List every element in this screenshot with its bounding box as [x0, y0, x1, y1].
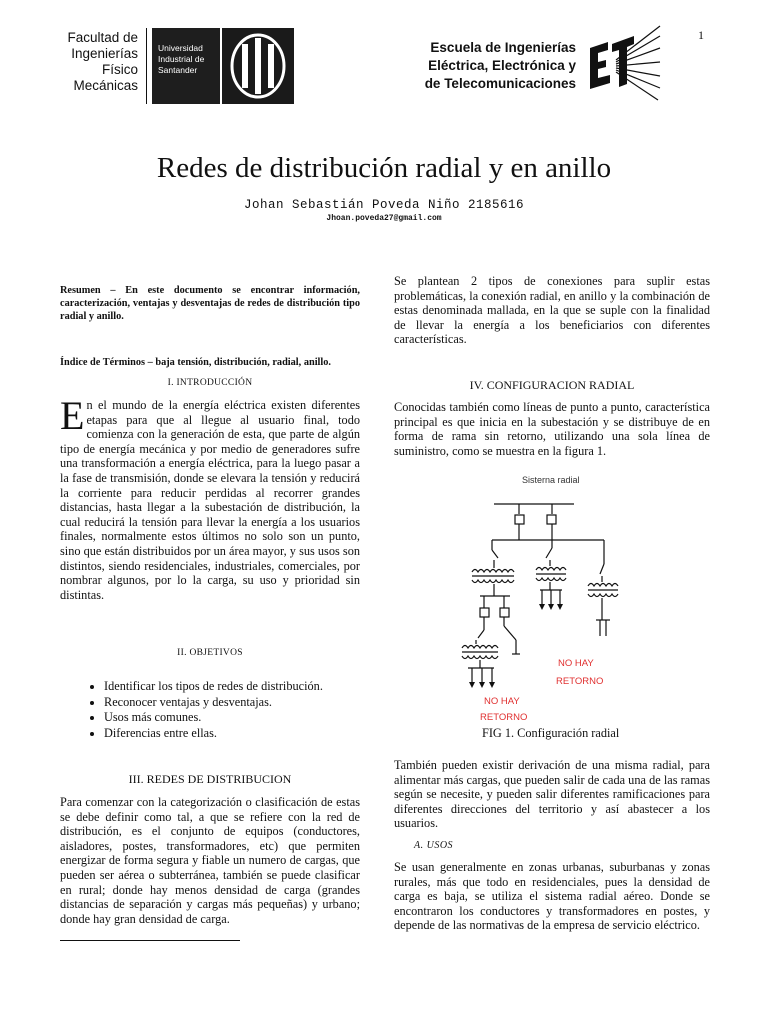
section-heading-text: II. OBJETIVOS — [177, 648, 243, 658]
list-item: • Diferencias entre ellas. — [104, 726, 360, 742]
introduction-text: n el mundo de la energía eléctrica existen diferentes etapas para que al llegue al usuario final, todo comienza con la generación de esta, que parte de algún tipo de energía mecánica y por medio de generadores sufre una transformación a energía eléctrica, para la luego pasar a la fase de transmisión, donde se elevara la tensión y reducirá la corriente para reducir perdidas al recorrer grandes distancias, hasta llegar a la subestación de distribución, la cual reducirá la tensión para llevar la energía a los usuarios finales, normalmente estos últimos no solo son un punto, sino que están distribuidos por un área mayor, y sus usos son distintos, siendo residenciales, industriales, comerciales, por nombrar algunos, por lo la carga, su uso y prioridad sin distintas. — [60, 398, 360, 602]
connection-types-text: Se plantean 2 tipos de conexiones para suplir estas problemáticas, la conexión radial, en anillo y la combinación de estas denominada mallada, en la que se suple con la finalidad de llevar la energía a los beneficiarios con diferentes características. — [394, 274, 710, 347]
section-heading-text: I. INTRODUCCIÓN — [167, 378, 253, 388]
faculty-line: Físico — [101, 62, 138, 77]
school-line: Escuela de Ingenierías — [430, 40, 576, 55]
school-name — [396, 39, 576, 93]
faculty-line: Facultad de — [67, 30, 138, 45]
radial-text: Conocidas también como líneas de punto a punto, característica principal es que inicia en la subestación y se distribuye de en forma de rama sin retorno, utilizando una sola línea de suministro, como se muestra en la figura 1. — [394, 400, 710, 458]
list-item: • Reconocer ventajas y desventajas. — [104, 695, 360, 711]
abstract: Resumen – En este documento se encontrar información, caracterización, ventajas y desventajas de redes de distribución tipo radial y anillo. — [60, 285, 360, 323]
section-heading-distribution: III. REDES DE DISTRIBUCION — [128, 772, 292, 786]
radial-system-diagram — [454, 468, 654, 728]
author-email: Jhoan.poveda27@gmail.com — [326, 214, 442, 223]
figure-caption: FIG 1. Configuración radial — [482, 726, 620, 740]
list-item: • Identificar los tipos de redes de distribución. — [104, 679, 360, 695]
school-line: Eléctrica, Electrónica y — [428, 58, 576, 73]
uis-line: Universidad — [158, 43, 203, 53]
introduction-body — [60, 393, 360, 602]
derivation-text: También pueden existir derivación de una misma radial, para alimentar más cargas, que pueden salir de cada una de las ramas según se necesite, y pueden salir diferentes ramificaciones para diferentes direcciones del territorio y así abastecer a los usuarios. — [394, 758, 710, 831]
figure-title: Sisterna radial — [522, 475, 580, 485]
paper-title: Redes de distribución radial y en anillo — [156, 152, 612, 184]
section-heading-objectives — [60, 644, 360, 659]
section-heading-radial: IV. CONFIGURACION RADIAL — [469, 378, 635, 392]
author-line: Johan Sebastián Poveda Niño 2185616 — [243, 198, 525, 212]
no-return-label: RETORNO — [556, 676, 604, 687]
footnote-rule — [60, 940, 240, 941]
school-line: de Telecomunicaciones — [424, 76, 576, 91]
uis-line: Industrial de — [158, 54, 205, 64]
usos-text: Se usan generalmente en zonas urbanas, suburbanas y zonas rurales, más que todo en residenciales, pues la densidad de carga es baja, se utiliza el sistema radial aéreo. Donde se encontraron los conductores y transformadores en postes, y depende de las normativas de la empresa de servicio eléctrico. — [394, 860, 710, 933]
subsection-heading-usos: A. USOS — [414, 840, 454, 851]
section-heading-introduction — [60, 374, 360, 389]
objectives-list — [60, 679, 360, 741]
distribution-text: Para comenzar con la categorización o clasificación de estas se debe definir como tal, a que se refiere con la red de distribución, es el conjunto de equipos (conductores, aisladores, postes, transformadores, etc) que permiten energizar de forma segura y fiable un numero de cargas, que pueden ser aérea o subterránea, también se puede clasificar en rural; donde hay menos densidad de carga (grandes distancias de separación y cargas más pequeñas) y urbano; donde hay gran densidad de carga. — [60, 795, 360, 926]
no-return-label: NO HAY — [484, 696, 520, 707]
uis-name-block — [152, 28, 220, 104]
faculty-line: Ingenierías — [71, 46, 138, 61]
uis-line: Santander — [158, 65, 198, 75]
index-terms: Índice de Términos – baja tensión, distribución, radial, anillo. — [60, 357, 331, 369]
drop-cap: E — [60, 393, 85, 438]
et-logo — [586, 22, 662, 102]
no-return-label: RETORNO — [480, 712, 528, 723]
page-number: 1 — [698, 28, 704, 42]
header-divider — [146, 28, 147, 104]
no-return-label: NO HAY — [558, 658, 594, 669]
uis-logo — [222, 28, 294, 104]
list-item: • Usos más comunes. — [104, 710, 360, 726]
faculty-line: Mecánicas — [73, 78, 138, 93]
faculty-name — [40, 30, 138, 94]
